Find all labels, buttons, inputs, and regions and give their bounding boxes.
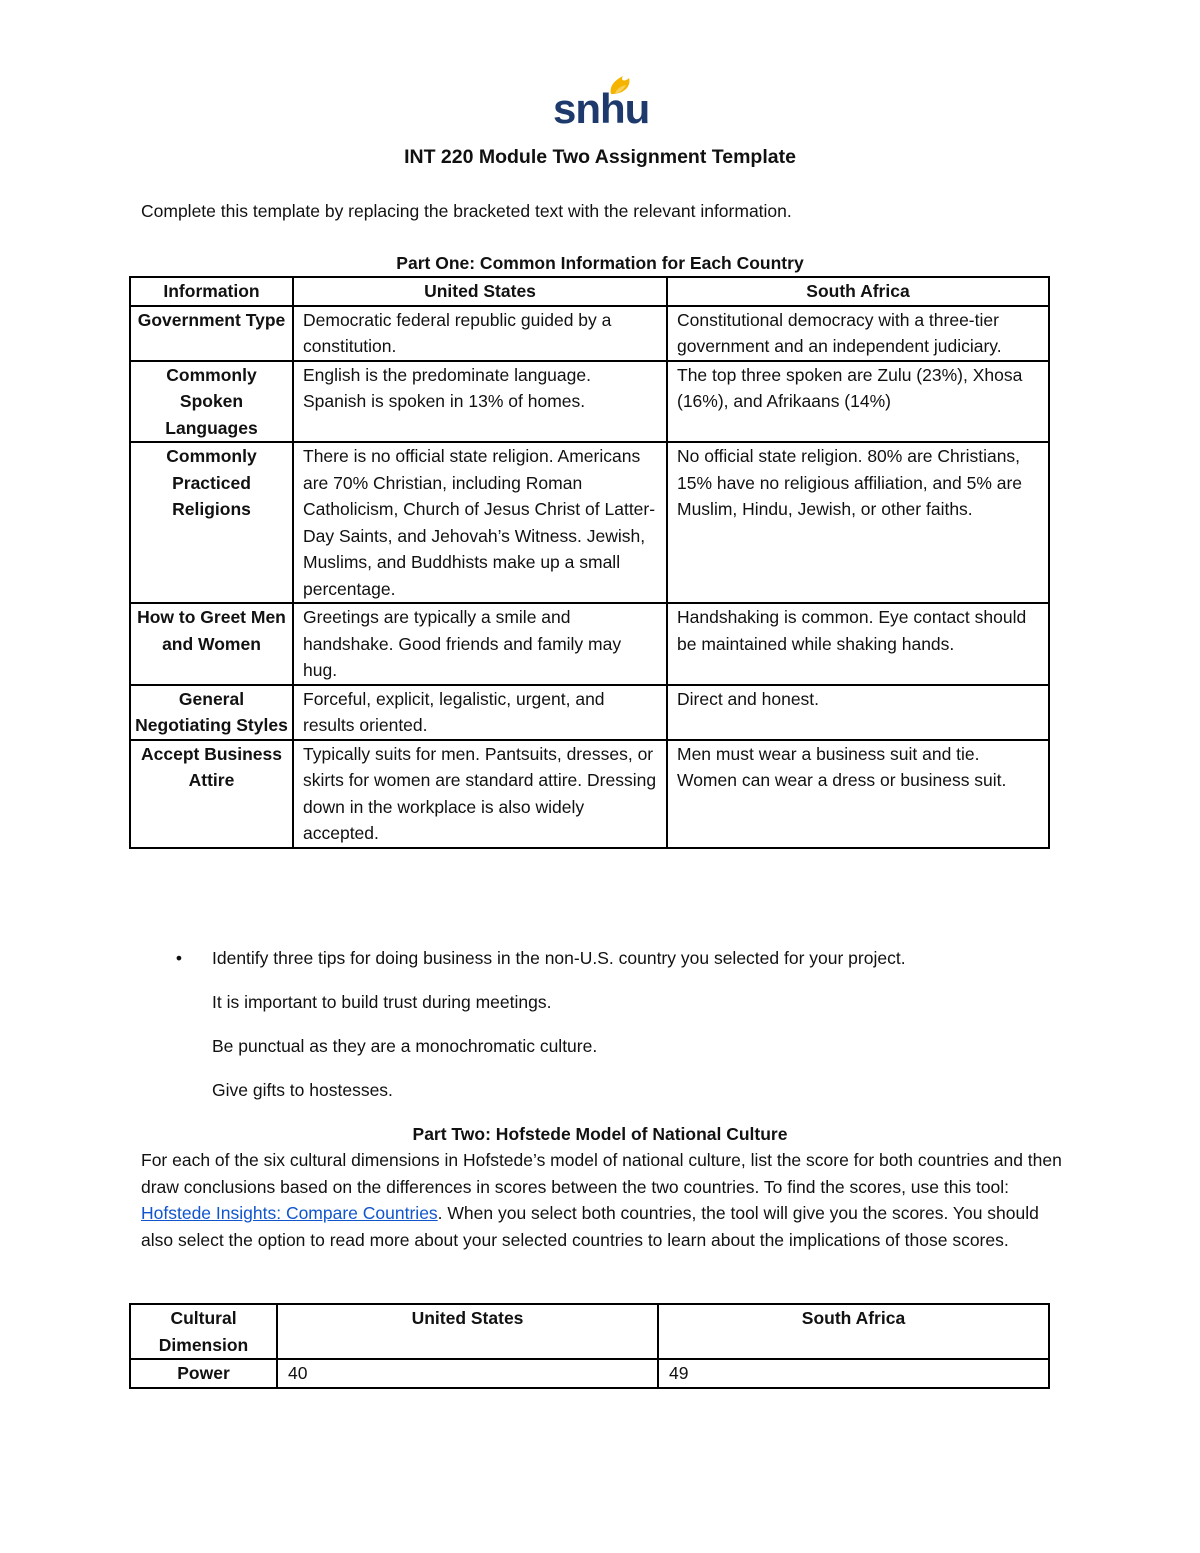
row-label: Power <box>130 1359 277 1388</box>
page-title: INT 220 Module Two Assignment Template <box>404 146 796 168</box>
united-states-cell: Democratic federal republic guided by a constitution. <box>293 306 667 361</box>
column-header-south-africa: South Africa <box>658 1304 1049 1359</box>
part-two-intro <box>141 1147 1071 1253</box>
table-row <box>130 306 1049 361</box>
row-label: General Negotiating Styles <box>130 685 293 740</box>
part-one-heading: Part One: Common Information for Each Country <box>396 253 804 273</box>
south-africa-cell: The top three spoken are Zulu (23%), Xhosa (16%), and Afrikaans (14%) <box>667 361 1049 443</box>
column-header-united-states: United States <box>293 277 667 306</box>
row-label: Commonly Practiced Religions <box>130 442 293 603</box>
united-states-cell: Forceful, explicit, legalistic, urgent, and results oriented. <box>293 685 667 740</box>
south-africa-cell: No official state religion. 80% are Christians, 15% have no religious affiliation, and 5% are Muslim, Hindu, Jewish, or other faiths. <box>667 442 1049 603</box>
business-tips-section <box>174 945 1074 1104</box>
table-row <box>130 442 1049 603</box>
table-header-row <box>130 277 1049 306</box>
table-row <box>130 1359 1049 1388</box>
united-states-cell: Typically suits for men. Pantsuits, dresses, or skirts for women are standard attire. Dressing down in the workplace is also widely accepted. <box>293 740 667 848</box>
column-header-cultural-dimension: Cultural Dimension <box>130 1304 277 1359</box>
row-label: Government Type <box>130 306 293 361</box>
row-label: Commonly Spoken Languages <box>130 361 293 443</box>
row-label: Accept Business Attire <box>130 740 293 848</box>
snhu-logo <box>553 72 650 134</box>
table-header-row <box>130 1304 1049 1359</box>
row-label: How to Greet Men and Women <box>130 603 293 685</box>
table-row <box>130 603 1049 685</box>
hofstede-compare-link[interactable]: Hofstede Insights: Compare Countries <box>141 1203 438 1223</box>
common-info-table <box>129 276 1050 849</box>
united-states-cell: There is no official state religion. Americans are 70% Christian, including Roman Catholicism, Church of Jesus Christ of Latter-Day Saints, and Jehovah’s Witness. Jewish, Muslims, and Buddhists make up a small percentage. <box>293 442 667 603</box>
south-africa-score: 49 <box>658 1359 1049 1388</box>
hofstede-table <box>129 1303 1050 1389</box>
table-row <box>130 685 1049 740</box>
part-two-heading: Part Two: Hofstede Model of National Culture <box>412 1124 788 1144</box>
column-header-information: Information <box>130 277 293 306</box>
tip-item: Give gifts to hostesses. <box>212 1080 393 1100</box>
united-states-cell: English is the predominate language. Spanish is spoken in 13% of homes. <box>293 361 667 443</box>
column-header-south-africa: South Africa <box>667 277 1049 306</box>
tips-prompt: Identify three tips for doing business in the non-U.S. country you selected for your project. <box>212 948 906 968</box>
intro-text: For each of the six cultural dimensions in Hofstede’s model of national culture, list the score for both countries and then draw conclusions based on the differences in scores between the two countries. To find the scores, use this tool: <box>141 1150 1062 1197</box>
table-row <box>130 740 1049 848</box>
intro-text-continued: . When you select both countries, the tool will give you the scores. You should also select the option to read more about your selected countries to learn about the implications of those scores. <box>141 1203 1039 1250</box>
list-item <box>174 945 1074 972</box>
south-africa-cell: Men must wear a business suit and tie. Women can wear a dress or business suit. <box>667 740 1049 848</box>
south-africa-cell: Direct and honest. <box>667 685 1049 740</box>
column-header-united-states: United States <box>277 1304 658 1359</box>
south-africa-cell: Handshaking is common. Eye contact should be maintained while shaking hands. <box>667 603 1049 685</box>
table-row <box>130 361 1049 443</box>
logo-wordmark: snhu <box>553 85 650 132</box>
united-states-score: 40 <box>277 1359 658 1388</box>
south-africa-cell: Constitutional democracy with a three-tier government and an independent judiciary. <box>667 306 1049 361</box>
united-states-cell: Greetings are typically a smile and handshake. Good friends and family may hug. <box>293 603 667 685</box>
instructions-text: Complete this template by replacing the bracketed text with the relevant information. <box>141 201 792 221</box>
bullet-icon: • <box>175 948 183 968</box>
tip-item: Be punctual as they are a monochromatic culture. <box>212 1036 598 1056</box>
tip-item: It is important to build trust during meetings. <box>212 992 552 1012</box>
